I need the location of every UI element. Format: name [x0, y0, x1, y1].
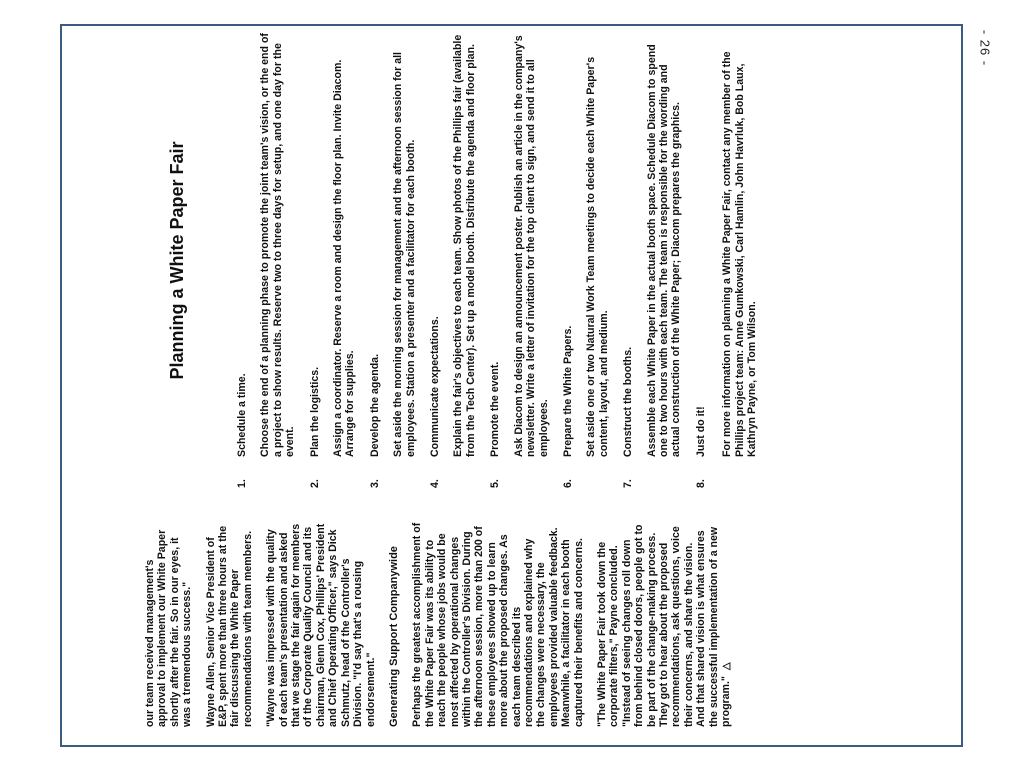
- step-number: 5.: [489, 479, 502, 488]
- step-body: Explain the fair's objectives to each team. Show photos of the Phillips fair (available from the Tech Center). Set up a model booth. Distribute the agenda and floor plan.: [452, 34, 477, 457]
- section-heading: Generating Support Companywide: [387, 546, 400, 727]
- step-2: [309, 33, 357, 488]
- step-number: 1.: [236, 479, 248, 488]
- step-heading: Prepare the White Papers.: [561, 325, 574, 457]
- left-paragraph-2: Wayne Allen, Senior Vice President of E&P, spent more than three hours at the fair discussing the White Paper recommendations with team members.: [204, 525, 254, 727]
- end-mark-icon: △: [721, 662, 733, 671]
- step-header: [622, 33, 634, 488]
- left-column: [144, 522, 744, 727]
- step-header: [309, 33, 321, 488]
- step-header: [562, 33, 574, 488]
- step-number: 2.: [308, 479, 321, 488]
- step-header: [429, 33, 441, 488]
- step-8: [695, 33, 707, 488]
- step-heading: Communicate expectations.: [429, 316, 442, 457]
- left-paragraph-5-text: "The White Paper Fair took down the corporate filters," Payne concluded. "Instead of seeing changes roll down from behind closed doors, people got to be part of the change-making process. They got to hear about the proposed recommendations, ask questions, voice their concerns, and share the vision. And that shared vision is what ensures the successful implementation of a new program.": [596, 524, 733, 727]
- step-6: [562, 33, 610, 488]
- sidebar-title: Planning a White Paper Fair: [167, 141, 187, 380]
- step-header: [489, 33, 501, 488]
- step-header: [369, 33, 381, 488]
- step-header: [695, 33, 707, 488]
- step-number: 3.: [368, 479, 381, 488]
- step-heading: Construct the booths.: [622, 346, 635, 457]
- left-paragraph-4: Perhaps the greatest accomplishment of the White Paper Fair was its ability to reach the people whose jobs would be most affected by operational changes within the Controller's Division. During the afternoon session, more than 200 of these employees showed up to learn more about the proposed changes. As each team described its recommendations and explained why the changes were necessary, the employees provided valuable feedback. Meanwhile, a facilitator in each booth captured their benefits and concerns.: [411, 522, 585, 727]
- step-body: Assign a coordinator. Reserve a room and design the floor plan. Invite Diacom. Arrange for supplies.: [332, 59, 357, 457]
- left-paragraph-3: "Wayne was impressed with the quality of each team's presentation and asked that we stage the fair again for members of the Corporate Quality Council and its chairman, Glenn Cox, Phillips' President and Chief Operating Officer," says Dick Schmutz, head of the Controller's Division. "I'd say that's a rousing endorsement.": [265, 523, 377, 727]
- page-frame: [60, 24, 963, 747]
- step-body: Assemble each White Paper in the actual booth space. Schedule Diacom to spend one to two hours with each team. The team is responsible for the wording and actual construction of the White Paper; Diacom prepares the graphics.: [645, 44, 683, 457]
- step-3: [369, 33, 417, 488]
- left-paragraph-5: [596, 522, 733, 727]
- rotated-page-content: [62, 26, 961, 745]
- step-body: Choose the end of a planning phase to promote the joint team's vision, or the end of a project to show results. Reserve two to three days for setup, and one day for the event.: [259, 33, 297, 457]
- page-number-text: - 26 -: [977, 29, 993, 67]
- step-heading: Plan the logistics.: [308, 366, 321, 457]
- step-body: Ask Diacom to design an announcement poster. Publish an article in the company's newsletter. Write a letter of invitation for the top client to sign, and send it to all employees.: [512, 35, 550, 457]
- step-heading: Develop the agenda.: [368, 353, 381, 457]
- step-number: 8.: [694, 479, 707, 488]
- step-heading: Promote the event.: [489, 361, 502, 457]
- step-header: [236, 33, 248, 488]
- step-body: Set aside one or two Natural Work Team meetings to decide each White Paper's content, layout, and medium.: [585, 56, 610, 457]
- step-heading: Just do it!: [694, 406, 707, 457]
- step-number: 4.: [429, 479, 442, 488]
- step-number: 7.: [622, 479, 635, 488]
- page-number: [974, 18, 996, 78]
- step-5: [489, 33, 550, 488]
- more-info-paragraph: For more information on planning a White Paper Fair, contact any member of the Phillips project team: Anne Gumkowski, Carl Hamlin, John Havrluk, Bob Laux, Kathryn Payne, or Tom Wilson.: [721, 51, 758, 457]
- step-heading: Schedule a time.: [236, 373, 248, 457]
- step-number: 6.: [561, 479, 574, 488]
- step-4: [429, 33, 477, 488]
- right-column: [88, 33, 758, 488]
- step-1: [236, 33, 297, 488]
- step-body: Set aside the morning session for management and the afternoon session for all employees. Station a presenter and a facilitator for each booth.: [392, 52, 417, 457]
- left-paragraph-1: our team received management's approval to implement our White Paper shortly after the fair. So in our eyes, it was a tremendous success.": [144, 529, 194, 727]
- step-7: [622, 33, 683, 488]
